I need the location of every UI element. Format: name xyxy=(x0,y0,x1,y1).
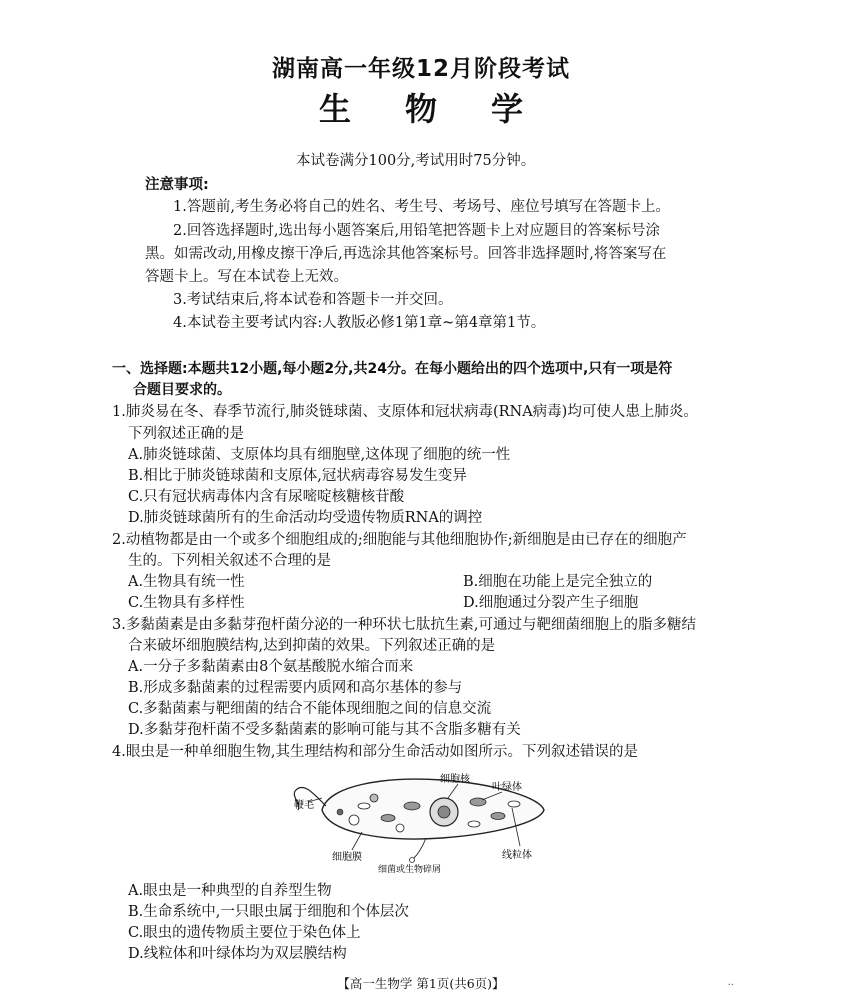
subject-char: 学 xyxy=(491,90,524,128)
chloroplast xyxy=(381,815,395,822)
food-vacuole xyxy=(370,794,378,802)
euglena-diagram xyxy=(292,762,550,874)
chloroplast xyxy=(491,813,505,820)
subject-title xyxy=(0,84,842,130)
option: C.眼虫的遗传物质主要位于染色体上 xyxy=(128,925,361,941)
option: C.只有冠状病毒体内含有尿嘧啶核糖核苷酸 xyxy=(128,489,405,505)
mitochondrion xyxy=(468,821,480,827)
label-chloroplast: 叶绿体 xyxy=(492,782,522,793)
label-debris: 细菌或生物碎屑 xyxy=(378,865,442,874)
notice-line: 答题卡上。写在本试卷上无效。 xyxy=(145,269,348,285)
option: C.多黏菌素与靶细菌的结合不能体现细胞之间的信息交流 xyxy=(128,701,492,717)
food-vacuole xyxy=(349,815,359,825)
mitochondrion xyxy=(508,801,520,807)
question-stem: 生的。下列相关叙述不合理的是 xyxy=(128,553,331,569)
option: C.生物具有多样性 xyxy=(128,595,245,611)
option: B.细胞在功能上是完全独立的 xyxy=(463,574,653,590)
euglena-figure xyxy=(292,762,550,874)
notice-heading: 注意事项: xyxy=(145,177,209,193)
question-stem: 3.多黏菌素是由多黏芽孢杆菌分泌的一种环状七肽抗生素,可通过与靶细菌细胞上的脂多糖结 xyxy=(112,617,696,633)
option: A.眼虫是一种典型的自养型生物 xyxy=(128,883,332,899)
option: B.相比于肺炎链球菌和支原体,冠状病毒容易发生变异 xyxy=(128,468,467,484)
option: A.一分子多黏菌素由8个氨基酸脱水缩合而来 xyxy=(128,659,414,675)
chloroplast xyxy=(404,802,420,810)
question-stem: 2.动植物都是由一个或多个细胞组成的;细胞能与其他细胞协作;新细胞是由已存在的细胞产 xyxy=(112,532,687,548)
option: D.细胞通过分裂产生子细胞 xyxy=(463,595,639,611)
intake-path xyxy=(414,838,426,858)
notice-line: 3.考试结束后,将本试卷和答题卡一并交回。 xyxy=(173,292,453,308)
option: B.形成多黏菌素的过程需要内质网和高尔基体的参与 xyxy=(128,680,463,696)
question-stem: 4.眼虫是一种单细胞生物,其生理结构和部分生命活动如图所示。下列叙述错误的是 xyxy=(112,744,638,760)
option: D.线粒体和叶绿体均为双层膜结构 xyxy=(128,946,347,962)
exam-intro: 本试卷满分100分,考试用时75分钟。 xyxy=(296,153,536,169)
question-stem: 1.肺炎易在冬、春季节流行,肺炎链球菌、支原体和冠状病毒(RNA病毒)均可使人患上肺炎。 xyxy=(112,404,698,420)
subject-char: 生 xyxy=(318,90,351,128)
section-heading-cont: 合题目要求的。 xyxy=(133,382,231,398)
section-heading: 一、选择题:本题共12小题,每小题2分,共24分。在每小题给出的四个选项中,只有一项是符 xyxy=(112,361,673,377)
nucleolus xyxy=(438,806,450,818)
label-membrane: 细胞膜 xyxy=(332,852,362,863)
debris-particle xyxy=(410,858,415,863)
subject-char: 物 xyxy=(404,90,437,128)
question-stem: 合来破坏细胞膜结构,达到抑菌的效果。下列叙述正确的是 xyxy=(128,638,496,654)
leader-line xyxy=(352,832,362,850)
label-flagellum: 鞭毛 xyxy=(294,800,314,811)
question-stem: 下列叙述正确的是 xyxy=(128,426,244,442)
label-nucleus: 细胞核 xyxy=(440,774,470,785)
notice-line: 4.本试卷主要考试内容:人教版必修1第1章~第4章第1节。 xyxy=(173,315,546,331)
corner-mark: ·· xyxy=(727,980,734,991)
mitochondrion xyxy=(358,803,370,809)
option: D.多黏芽孢杆菌不受多黏菌素的影响可能与其不含脂多糖有关 xyxy=(128,722,521,738)
notice-line: 1.答题前,考生务必将自己的姓名、考生号、考场号、座位号填写在答题卡上。 xyxy=(173,199,670,215)
option: B.生命系统中,一只眼虫属于细胞和个体层次 xyxy=(128,904,409,920)
option: A.生物具有统一性 xyxy=(128,574,245,590)
page-footer: 【高一生物学 第1页(共6页)】 xyxy=(337,976,505,991)
option: D.肺炎链球菌所有的生命活动均受遗传物质RNA的调控 xyxy=(128,510,483,526)
label-mitochondrion: 线粒体 xyxy=(502,850,532,861)
option: A.肺炎链球菌、支原体均具有细胞壁,这体现了细胞的统一性 xyxy=(128,447,511,463)
eyespot xyxy=(337,809,343,815)
food-vacuole xyxy=(396,824,404,832)
notice-line: 黑。如需改动,用橡皮擦干净后,再选涂其他答案标号。回答非选择题时,将答案写在 xyxy=(145,246,667,262)
notice-line: 2.回答选择题时,选出每小题答案后,用铅笔把答题卡上对应题目的答案标号涂 xyxy=(173,223,661,239)
exam-title: 湖南高一年级12月阶段考试 xyxy=(271,56,570,82)
